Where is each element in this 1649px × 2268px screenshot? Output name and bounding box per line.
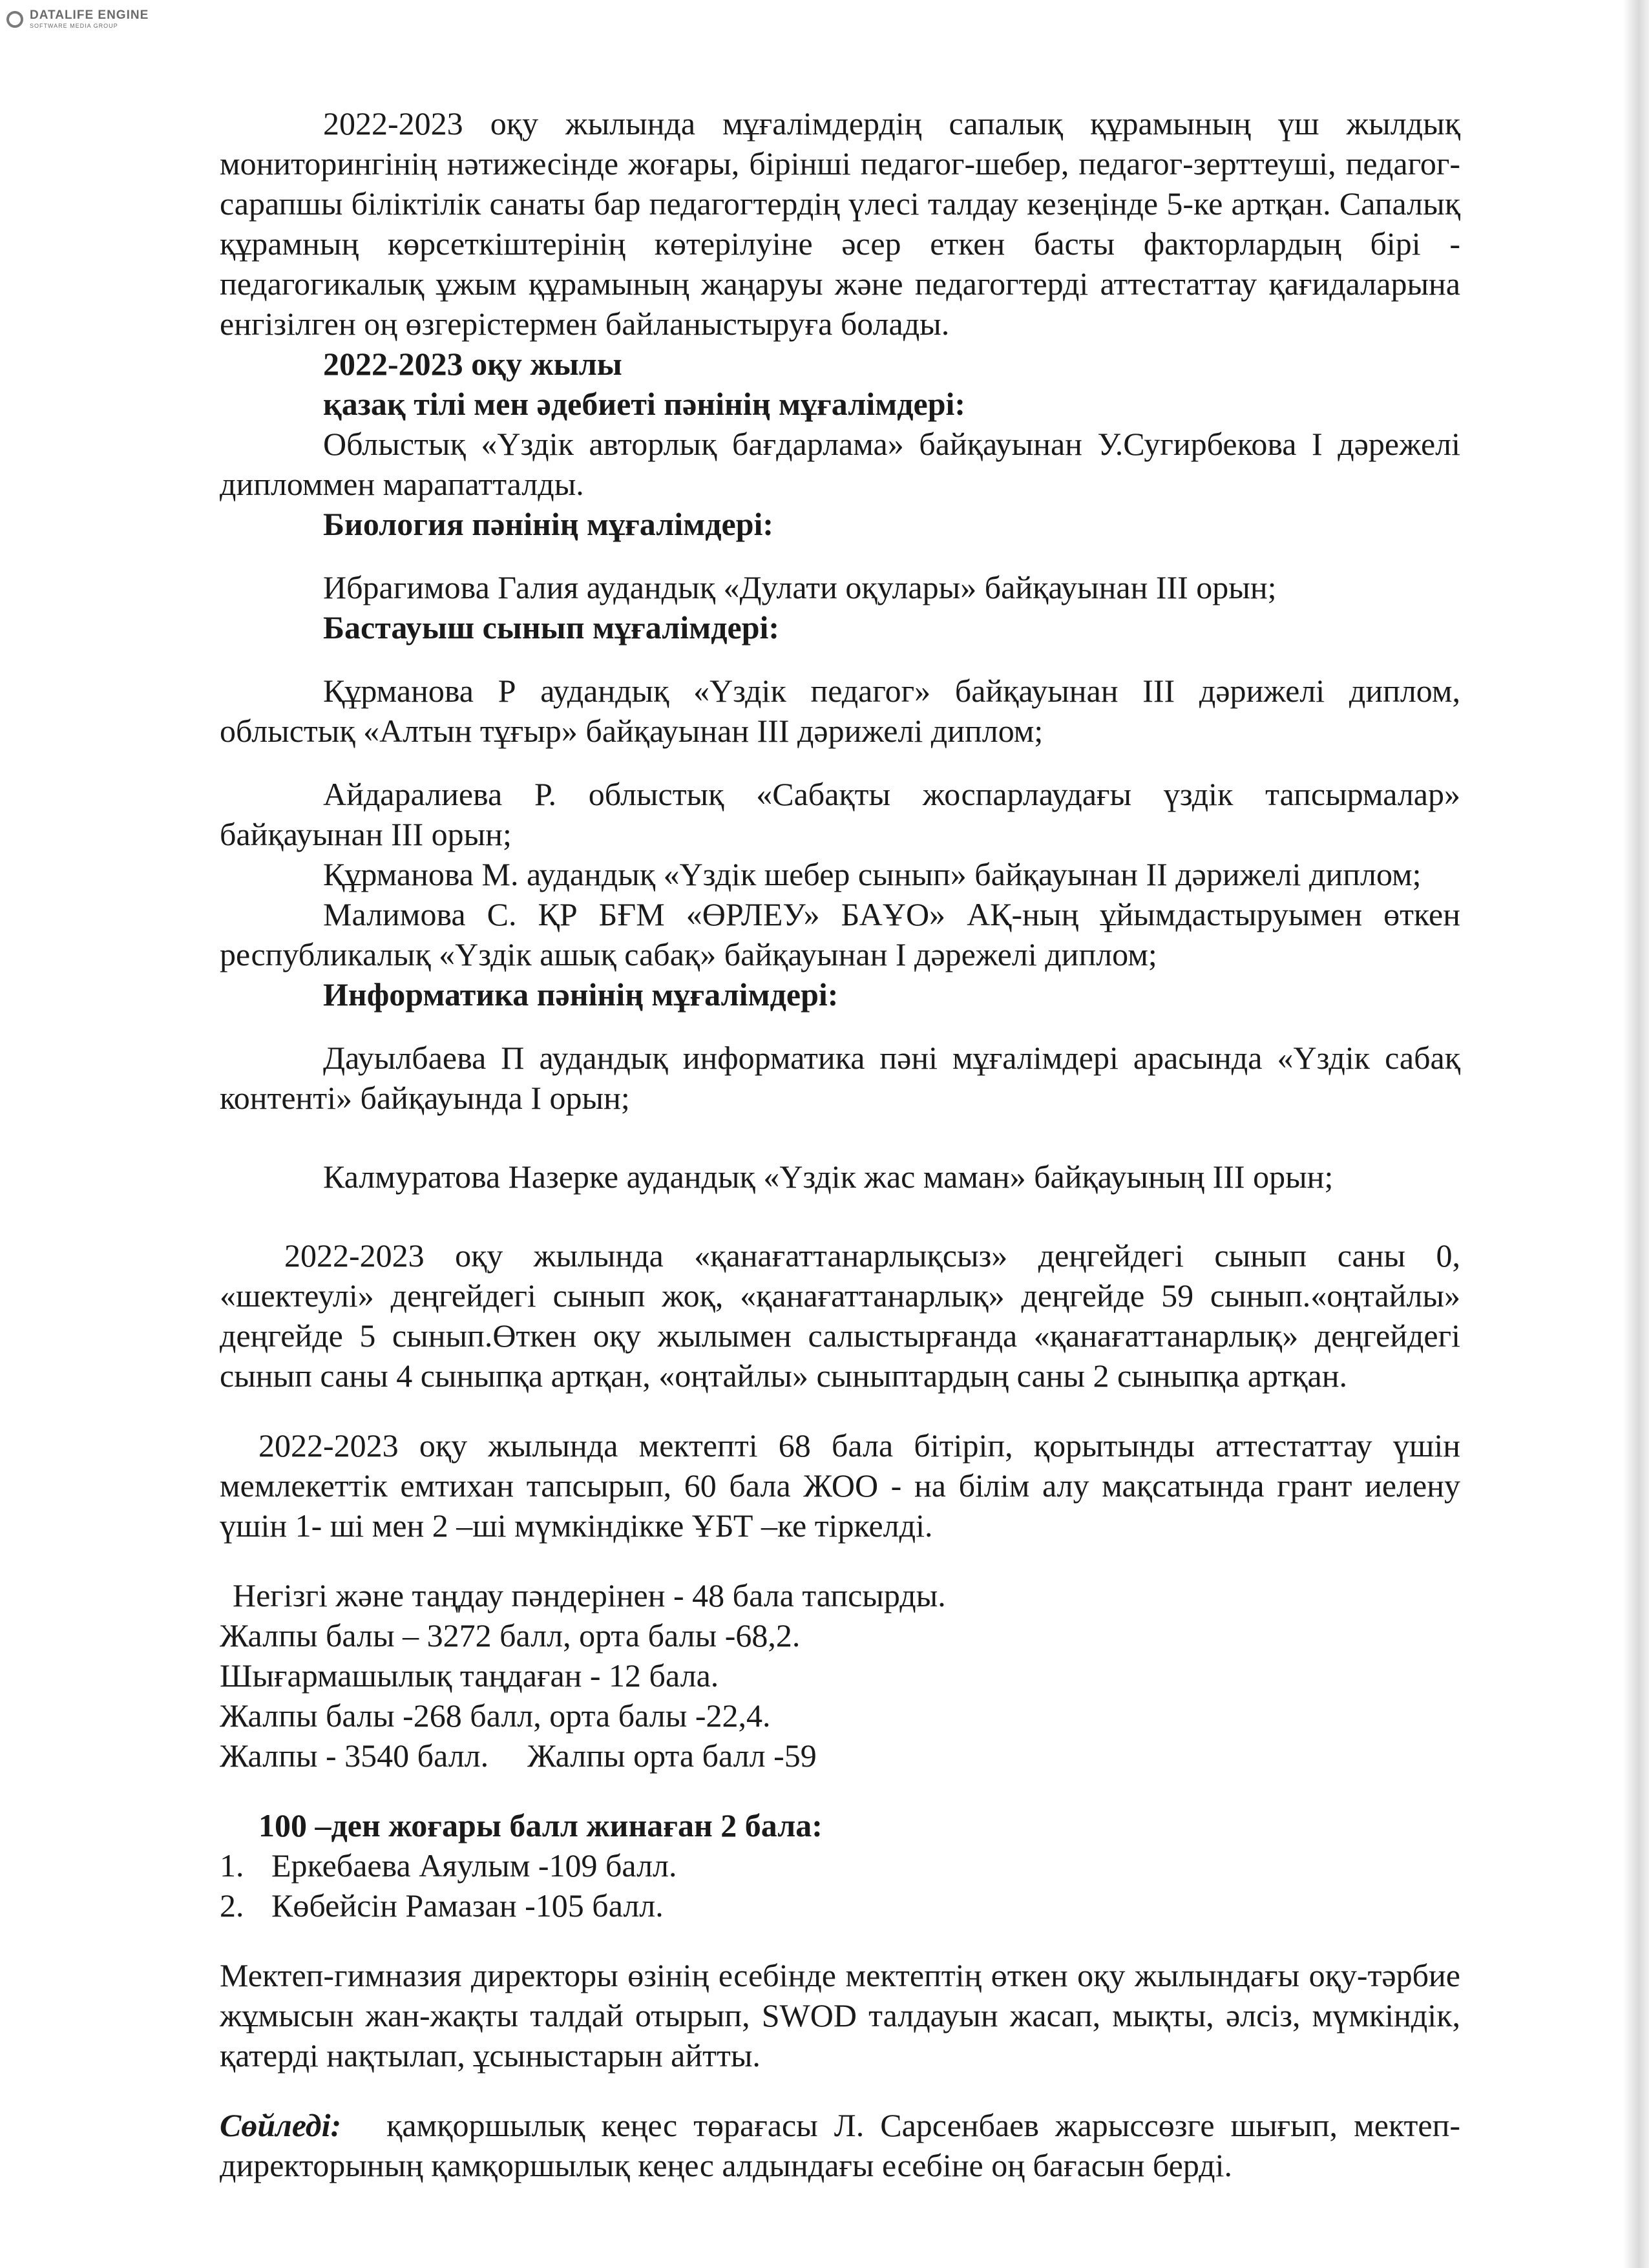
paragraph-class-levels: 2022-2023 оқу жылында «қанағаттанарлықсыз» деңгейдегі сынып саны 0, «шектеулі» деңгейдегі сынып жоқ, «қанағаттанарлық» деңгейде 59 сынып.«оңтайлы» деңгейде 5 сынып.Өткен оқу жылымен салыстырғанда «қанағаттанарлық» деңгейдегі сынып саны 4 сыныпқа артқан, «оңтайлы» сыныптардың саны 2 сыныпқа артқан. <box>220 1237 1460 1394</box>
watermark <box>6 9 149 29</box>
watermark-logo-icon <box>6 11 23 28</box>
stats-line-3: Шығармашылық таңдаған - 12 бала. <box>220 1657 719 1694</box>
primary-award-4: Малимова С. ҚР БҒМ «ӨРЛЕУ» БАҰО» АҚ-ның ұйымдастыруымен өткен республикалық «Үздік ашық сабақ» байқауынан І дәрежелі диплом; <box>220 896 1460 972</box>
list-item-text: Көбейсін Рамазан -105 балл. <box>271 1887 664 1924</box>
list-item <box>220 1885 1460 1926</box>
informatics-award-2: Калмуратова Назерке аудандық «Үздік жас маман» байқауының ІІІ орын; <box>323 1159 1334 1195</box>
heading-top-students: 100 –ден жоғары балл жинаған 2 бала: <box>258 1807 823 1843</box>
stats-line-2: Жалпы балы – 3272 балл, орта балы -68,2. <box>220 1617 801 1654</box>
kazakh-award: Облыстық «Үздік авторлық бағдарлама» байқауынан У.Сугирбекова І дәрежелі дипломмен марапатталды. <box>220 426 1460 502</box>
top-students-list <box>220 1845 1460 1926</box>
informatics-award-1: Дауылбаева П аудандық информатика пәні мұғалімдері арасында «Үздік сабақ контенті» байқауында І орын; <box>220 1040 1460 1116</box>
watermark-name: DATALIFE ENGINE <box>30 8 149 22</box>
paragraph-speaker <box>220 2105 1460 2185</box>
primary-award-1: Құрманова Р аудандық «Үздік педагог» байқауынан ІІІ дәрижелі диплом, облыстық «Алтын тұғыр» байқауынан ІІІ дәрижелі диплом; <box>220 673 1460 749</box>
stats-line-4: Жалпы балы -268 балл, орта балы -22,4. <box>220 1697 771 1734</box>
biology-award: Ибрагимова Галия аудандық «Дулати оқулары» байқауынан ІІІ орын; <box>323 569 1277 605</box>
speaker-label: Сөйледі: <box>220 2107 342 2143</box>
list-item-text: Еркебаева Аяулым -109 балл. <box>271 1847 677 1884</box>
speaker-text: қамқоршылық кеңес төрағасы Л. Сарсенбаев жарыссөзге шығып, мектеп-директорының қамқоршылық кеңес алдындағы есебіне оң бағасын берді. <box>220 2107 1460 2183</box>
scan-edge-shadow <box>1623 0 1649 2268</box>
stats-line-5 <box>220 1736 1460 1776</box>
document-page <box>220 103 1460 2185</box>
stats-total: Жалпы - 3540 балл. <box>220 1738 489 1774</box>
list-item <box>220 1845 1460 1885</box>
stats-total-average: Жалпы орта балл -59 <box>527 1738 817 1774</box>
list-item-number: 2. <box>220 1887 244 1924</box>
heading-primary-teachers: Бастауыш сынып мұғалімдері: <box>323 609 780 646</box>
primary-award-3: Құрманова М. аудандық «Үздік шебер сынып» байқауынан ІІ дәрижелі диплом; <box>323 856 1422 892</box>
heading-biology-teachers: Биология пәнінің мұғалімдері: <box>323 506 774 542</box>
exam-stats <box>220 1575 1460 1776</box>
heading-school-year: 2022-2023 оқу жылы <box>323 346 622 382</box>
heading-kazakh-teachers: қазақ тілі мен әдебиеті пәнінің мұғалімдері: <box>323 386 966 422</box>
paragraph-quality-monitoring: 2022-2023 оқу жылында мұғалімдердің сапалық құрамының үш жылдық мониторингінің нәтижесінде жоғары, бірінші педагог-шебер, педагог-зерттеуші, педагог-сарапшы біліктілік санаты бар педагогтердің үлесі талдау кезеңінде 5-ке артқан. Сапалық құрамның көрсеткіштерінің көтерілуіне әсер еткен басты факторлардың бірі - педагогикалық ұжым құрамының жаңаруы және педагогтерді аттестаттау қағидаларына енгізілген оң өзгерістермен байланыстыруға болады. <box>220 105 1460 342</box>
primary-award-2: Айдаралиева Р. облыстық «Сабақты жоспарлаудағы үздік тапсырмалар» байқауынан ІІІ орын; <box>220 776 1460 852</box>
stats-line-1: Негізгі және таңдау пәндерінен - 48 бала тапсырды. <box>233 1577 946 1613</box>
list-item-number: 1. <box>220 1847 244 1884</box>
heading-informatics-teachers: Информатика пәнінің мұғалімдері: <box>323 976 839 1013</box>
paragraph-director-report: Мектеп-гимназия директоры өзінің есебінде мектептің өткен оқу жылындағы оқу-тәрбие жұмысын жан-жақты талдай отырып, SWOD талдауын жасап, мықты, әлсіз, мүмкіндік, қатерді нақтылап, ұсыныстарын айтты. <box>220 1957 1460 2074</box>
paragraph-graduates: 2022-2023 оқу жылында мектепті 68 бала бітіріп, қорытынды аттестаттау үшін мемлекеттік емтихан тапсырып, 60 бала ЖОО - на білім алу мақсатында грант иелену үшін 1- ші мен 2 –ші мүмкіндікке ҰБТ –ке тіркелді. <box>220 1427 1460 1544</box>
watermark-subtitle: SOFTWARE MEDIA GROUP <box>30 23 118 29</box>
